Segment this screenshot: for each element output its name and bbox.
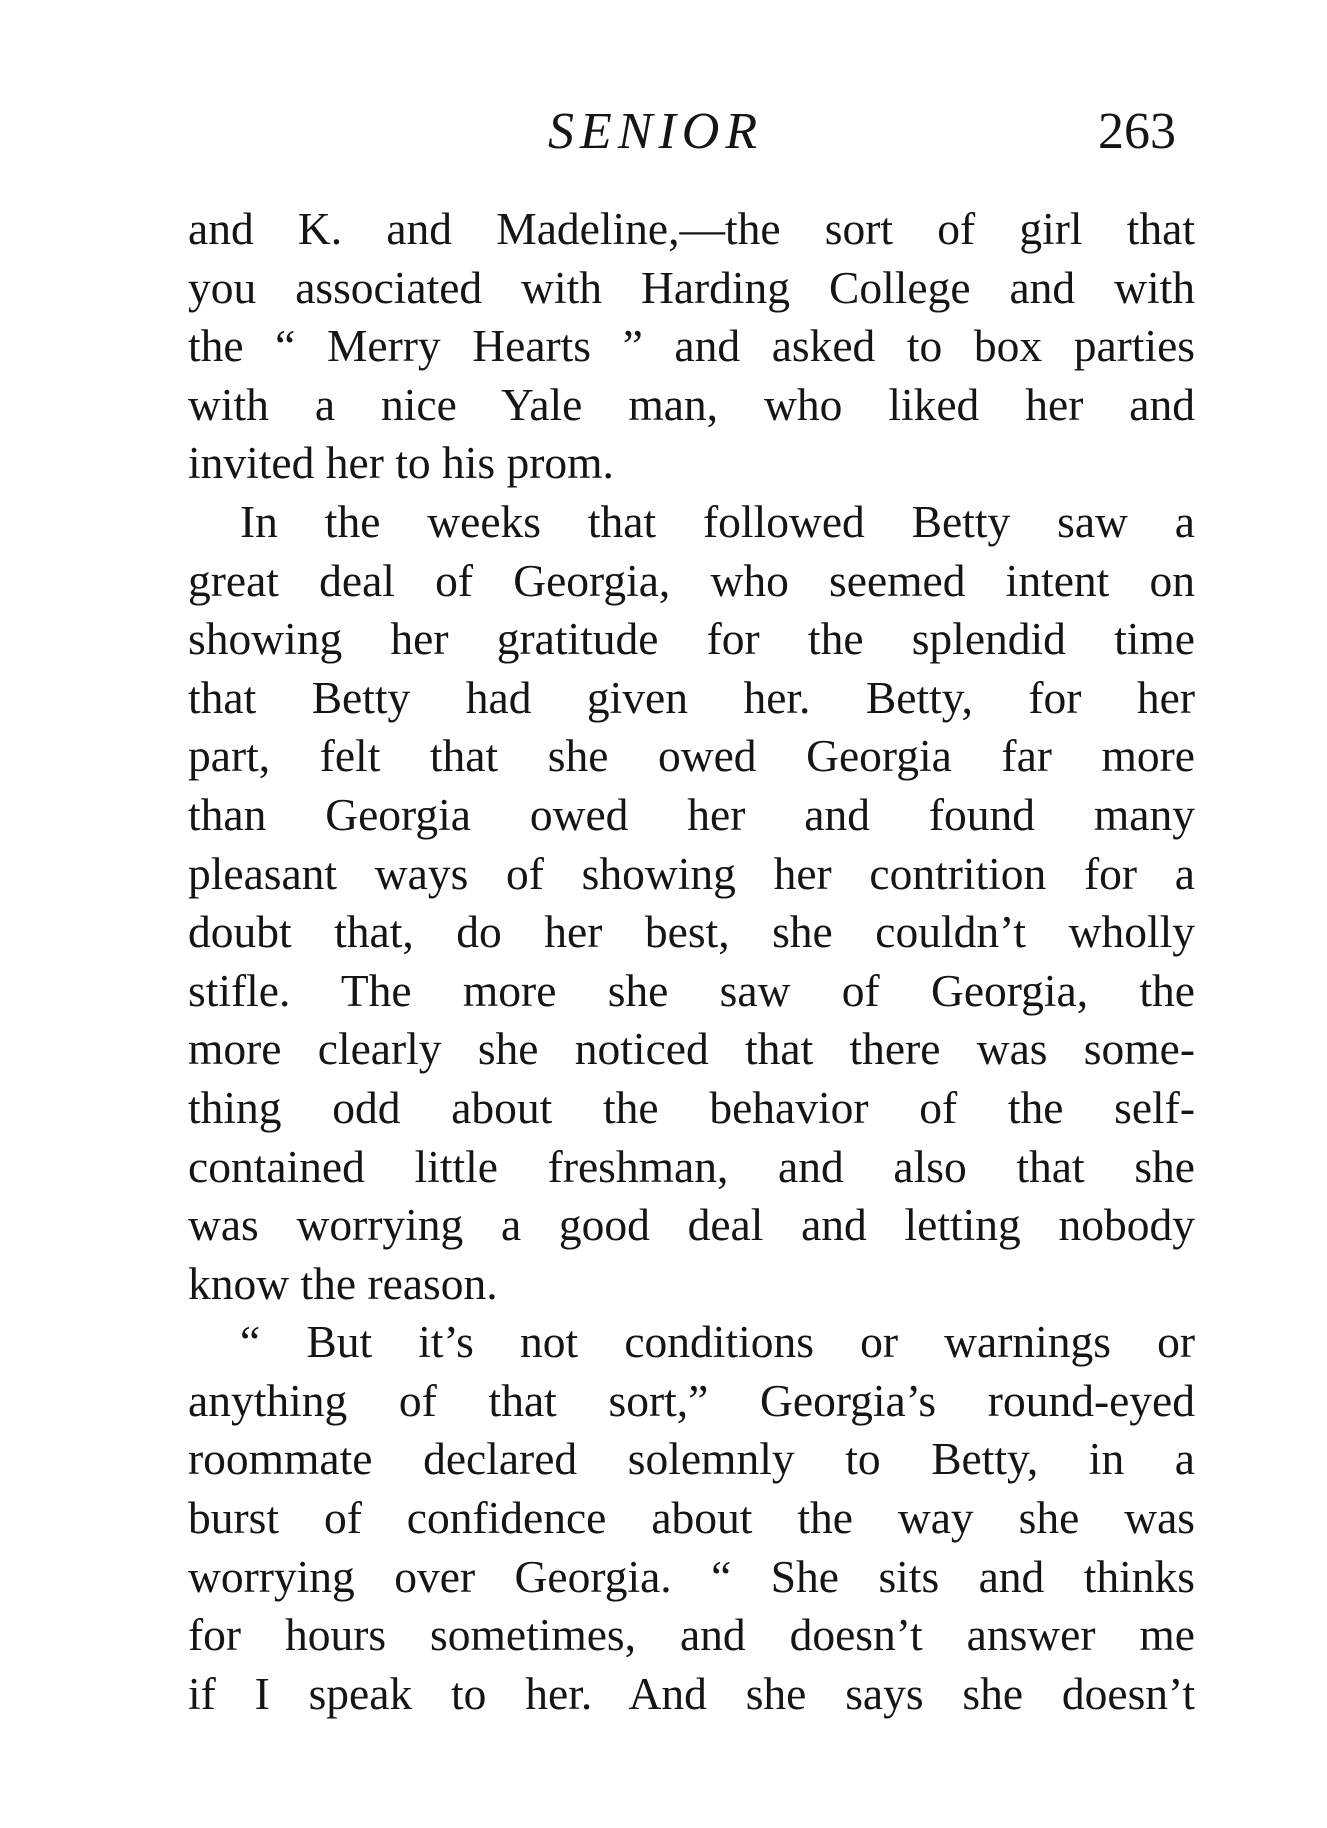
text-line: worrying over Georgia. “ She sits and thinks: [188, 1550, 1195, 1602]
text-line: contained little freshman, and also that she: [188, 1140, 1195, 1192]
text-line: was worrying a good deal and letting nobody: [188, 1199, 1195, 1251]
text-line: more clearly she noticed that there was some-: [188, 1023, 1195, 1075]
text-line: showing her gratitude for the splendid time: [188, 613, 1195, 665]
text-line: you associated with Harding College and with: [188, 261, 1195, 313]
text-line: stifle. The more she saw of Georgia, the: [188, 964, 1195, 1016]
text-line: with a nice Yale man, who liked her and: [188, 378, 1195, 430]
text-line: “ But it’s not conditions or warnings or: [240, 1316, 1195, 1368]
text-line: if I speak to her. And she says she doesn’t: [188, 1667, 1195, 1719]
text-line: and K. and Madeline,—the sort of girl that: [188, 203, 1195, 254]
text-line: part, felt that she owed Georgia far more: [188, 730, 1195, 782]
text-line: doubt that, do her best, she couldn’t wholly: [188, 906, 1195, 958]
text-line: great deal of Georgia, who seemed intent on: [188, 554, 1195, 606]
text-line: invited her to his prom.: [188, 437, 614, 489]
text-line: thing odd about the behavior of the self-: [188, 1081, 1195, 1133]
text-line: than Georgia owed her and found many: [188, 788, 1195, 840]
text-line: burst of confidence about the way she was: [188, 1492, 1195, 1544]
text-line: know the reason.: [188, 1257, 498, 1309]
text-line: In the weeks that followed Betty saw a: [240, 495, 1195, 547]
text-line: roommate declared solemnly to Betty, in a: [188, 1433, 1195, 1485]
page-number: 263: [1098, 103, 1176, 160]
text-line: that Betty had given her. Betty, for her: [188, 671, 1195, 723]
text-line: pleasant ways of showing her contrition for a: [188, 847, 1195, 899]
text-line: for hours sometimes, and doesn’t answer me: [188, 1609, 1195, 1661]
running-head: [0, 92, 1327, 172]
text-line: the “ Merry Hearts ” and asked to box parties: [188, 320, 1195, 372]
running-title: SENIOR: [548, 103, 764, 160]
body-text: [188, 200, 1195, 1723]
text-line: anything of that sort,” Georgia’s round-eyed: [188, 1374, 1195, 1426]
